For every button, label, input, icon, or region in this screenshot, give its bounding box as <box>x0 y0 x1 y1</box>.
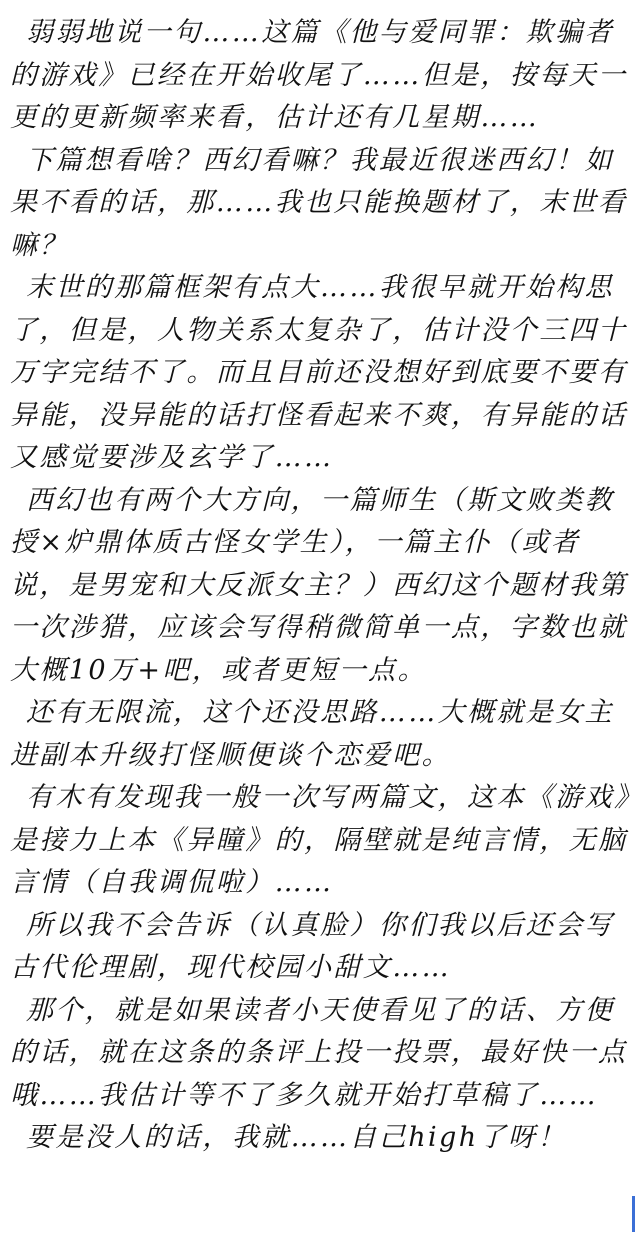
paragraph-2: 下篇想看啥？西幻看嘛？我最近很迷西幻！如果不看的话，那……我也只能换题材了，末世看嘛？ <box>10 144 628 261</box>
paragraph-6: 有木有发现我一般一次写两篇文，这本《游戏》是接力上本《异瞳》的，隔壁就是纯言情，无脑言情（自我调侃啦）…… <box>10 782 630 898</box>
paragraph-9: 要是没人的话，我就……自己high了呀！ <box>26 1122 567 1153</box>
paragraph-7: 所以我不会告诉（认真脸）你们我以后还会写古代伦理剧，现代校园小甜文…… <box>10 909 614 983</box>
paragraph-1: 弱弱地说一句……这篇《他与爱同罪：欺骗者的游戏》已经在开始收尾了……但是，按每天一更的更新频率来看，估计还有几星期…… <box>10 17 628 133</box>
text-cursor <box>632 1196 635 1232</box>
paragraph-8: 那个，就是如果读者小天使看见了的话、方便的话，就在这条的条评上投一投票，最好快一点哦……我估计等不了多久就开始打草稿了…… <box>10 994 628 1111</box>
paragraph-3: 末世的那篇框架有点大……我很早就开始构思了，但是，人物关系太复杂了，估计没个三四十万字完结不了。而且目前还没想好到底要不要有异能，没异能的话打怪看起来不爽，有异能的话又感觉要涉及玄学了…… <box>10 272 628 473</box>
paragraph-4: 西幻也有两个大方向，一篇师生（斯文败类教授×炉鼎体质古怪女学生），一篇主仆（或者说，是男宠和大反派女主？）西幻这个题材我第一次涉猎，应该会写得稍微简单一点，字数也就大概10万+吧，或者更短一点。 <box>10 484 628 686</box>
paragraph-5: 还有无限流，这个还没思路……大概就是女主进副本升级打怪顺便谈个恋爱吧。 <box>10 697 614 771</box>
